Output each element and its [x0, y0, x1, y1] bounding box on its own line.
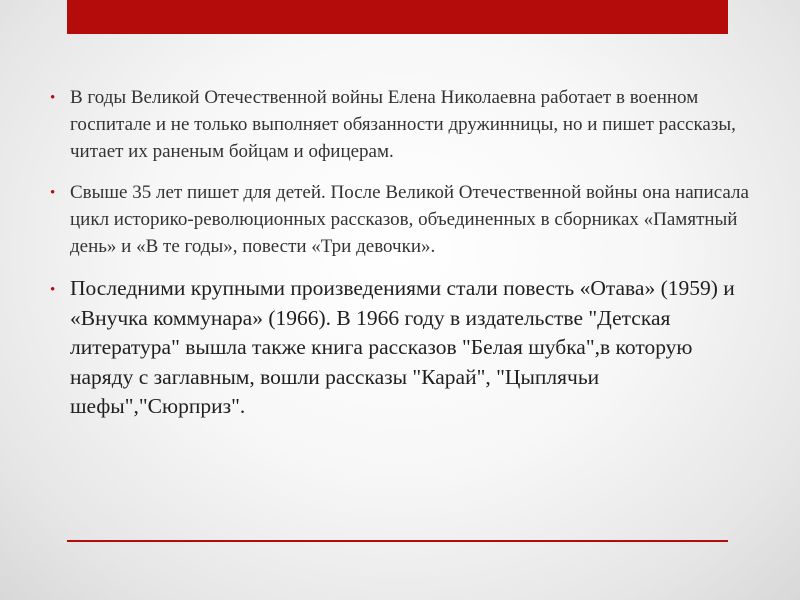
bullet-text-3: Последними крупными произведениями стали повесть «Отава» (1959) и «Внучка коммунара» (1966). В 1966 году в издательстве "Детская литература" вышла также книга рассказов "Белая шубка",в которую наряду с заглавным, вошли рассказы "Карай", "Цыплячьи шефы","Сюрприз". [70, 276, 735, 418]
bullet-marker-icon: • [50, 90, 56, 106]
bullet-item-1 [50, 84, 750, 165]
bottom-accent-line [67, 540, 728, 542]
slide-content [50, 84, 750, 422]
top-accent-bar [67, 0, 728, 34]
bullet-item-3 [50, 274, 750, 422]
bullet-item-2 [50, 179, 750, 260]
bullet-text-2: Свыше 35 лет пишет для детей. После Великой Отечественной войны она написала цикл историко-революционных рассказов, объединенных в сборниках «Памятный день» и «В те годы», повести «Три девочки». [70, 182, 749, 257]
bullet-marker-icon: • [50, 185, 56, 201]
bullet-text-1: В годы Великой Отечественной войны Елена Николаевна работает в военном госпитале и не только выполняет обязанности дружинницы, но и пишет рассказы, читает их раненым бойцам и офицерам. [70, 87, 736, 162]
bullet-marker-icon: • [50, 282, 56, 298]
